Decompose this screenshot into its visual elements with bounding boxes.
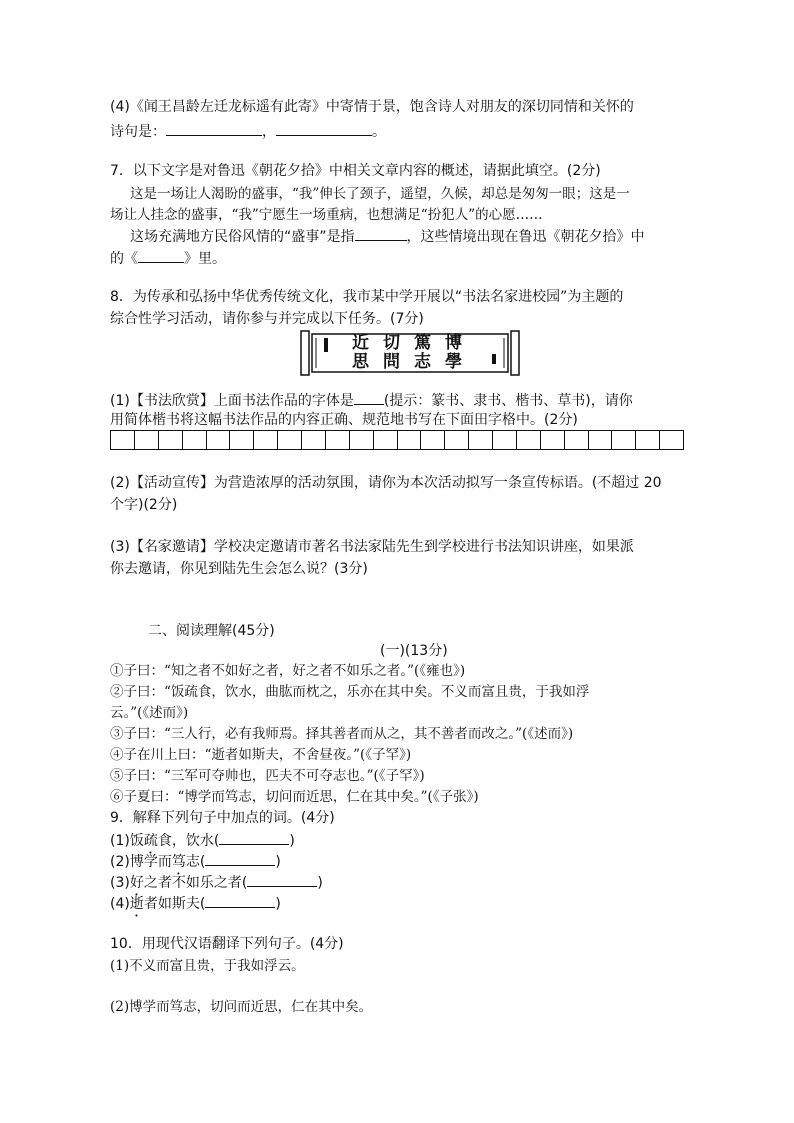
grid-cell[interactable] — [326, 431, 350, 449]
answer-blank-2[interactable] — [276, 121, 372, 136]
grid-cell[interactable] — [135, 431, 159, 449]
calligraphy-row-2: 思問志學 — [352, 352, 476, 372]
q6-4-line2 — [110, 121, 386, 141]
analects-quote-1: ①子曰：“知之者不如好之者，好之者不如乐之者。”(《雍也》) — [110, 663, 466, 679]
grid-cell[interactable] — [159, 431, 183, 449]
q9-item-2-a: (2)博学而 — [110, 854, 172, 870]
grid-cell[interactable] — [612, 431, 636, 449]
subsection-heading: (一)(13分) — [380, 643, 448, 659]
q7-fill-text-b: ，这些情境出现在鲁迅《朝花夕拾》中 — [406, 229, 645, 245]
q6-4-line1: (4)《闻王昌龄左迁龙标遥有此寄》中寄情于景，饱含诗人对朋友的深切同情和关怀的 — [110, 99, 634, 115]
q6-4-sep: ， — [262, 124, 276, 140]
q9-item-4-a: (4) — [110, 896, 130, 912]
grid-cell[interactable] — [445, 431, 469, 449]
grid-cell[interactable] — [660, 431, 683, 449]
q9-item-4-b: 者如斯夫( — [143, 896, 206, 912]
q7-quote-line2: 场让人挂念的盛事，“我”宁愿生一场重病，也想满足“扮犯人”的心愿…… — [110, 207, 543, 223]
grid-cell[interactable] — [589, 431, 613, 449]
q9-item-1-a: (1)饭 — [110, 833, 144, 849]
analects-quote-4: ④子在川上曰：“逝者如斯夫，不舍昼夜。”(《子罕》) — [110, 747, 412, 763]
grid-cell[interactable] — [254, 431, 278, 449]
q9-blank-1[interactable] — [219, 830, 289, 845]
section-heading: 二、阅读理解(45分) — [148, 623, 275, 639]
q8-sub2-line1: (2)【活动宣传】为营造浓厚的活动氛围，请你为本次活动拟写一条宣传标语。(不超过 20 — [110, 475, 662, 491]
grid-cell[interactable] — [469, 431, 493, 449]
analects-quote-5: ⑤子曰：“三军可夺帅也，匹夫不可夺志也。”(《子罕》) — [110, 768, 425, 784]
grid-cell[interactable] — [278, 431, 302, 449]
q7-fill-text-a: 这场充满地方民俗风情的“盛事”是指 — [130, 229, 355, 245]
analects-quote-2: ②子曰：“饭疏食，饮水，曲肱而枕之，乐亦在其中矣。不义而富且贵，于我如浮 — [110, 684, 590, 700]
dotted-word: 逝 — [129, 896, 144, 912]
q10-sentence-2: (2)博学而笃志，切问而近思，仁在其中矣。 — [110, 999, 373, 1015]
q7-blank-1[interactable] — [355, 226, 407, 241]
q7-fill-line1 — [130, 226, 645, 246]
q8-sub2-line2: 个字)(2分) — [110, 497, 178, 513]
grid-cell[interactable] — [541, 431, 565, 449]
q7-blank-2[interactable] — [138, 248, 184, 263]
q7-fill-text-c: 的《 — [110, 251, 138, 267]
grid-cell[interactable] — [111, 431, 135, 449]
calligraphy-row-1: 近切篤博 — [352, 333, 476, 353]
q8-sub3-line1: (3)【名家邀请】学校决定邀请市著名书法家陆先生到学校进行书法知识讲座，如果派 — [110, 539, 634, 555]
q8-sub1-text-a: (1)【书法欣赏】上面书法作品的字体是 — [110, 393, 354, 409]
close-paren: ) — [275, 854, 281, 870]
grid-cell[interactable] — [517, 431, 541, 449]
close-paren: ) — [275, 896, 281, 912]
analects-quote-2-cont: 云。”(《述而》) — [110, 705, 189, 721]
grid-cell[interactable] — [230, 431, 254, 449]
q7-fill-text-d: 》里。 — [184, 251, 226, 267]
grid-cell[interactable] — [565, 431, 589, 449]
q7-quote-line1: 这是一场让人渴盼的盛事，“我”伸长了颈子，遥望，久候，却总是匆匆一眼；这是一 — [130, 186, 630, 202]
q8-sub1-text-b: (提示：篆书、隶书、楷书、草书)，请你 — [383, 393, 633, 409]
q7-stem: 7．以下文字是对鲁迅《朝花夕拾》中相关文章内容的概述，请据此填空。(2分) — [110, 163, 601, 179]
q9-item-4 — [110, 893, 281, 920]
grid-cell[interactable] — [398, 431, 422, 449]
q9-blank-3[interactable] — [247, 872, 317, 887]
q9-stem: 9．解释下列句子中加点的词。(4分) — [110, 810, 335, 826]
q8-sub1-line2: 用简体楷书将这幅书法作品的内容正确、规范地书写在下面田字格中。(2分) — [110, 412, 578, 428]
grid-cell[interactable] — [421, 431, 445, 449]
q8-sub3-line2: 你去邀请，你见到陆先生会怎么说？(3分) — [110, 561, 368, 577]
answer-blank-1[interactable] — [166, 121, 262, 136]
q8-stem-line1: 8．为传承和弘扬中华优秀传统文化，我市某中学开展以“书法名家进校园”为主题的 — [110, 289, 624, 305]
dotted-word: 好 — [129, 875, 144, 891]
grid-cell[interactable] — [374, 431, 398, 449]
q7-fill-line2 — [110, 248, 226, 268]
q10-stem: 10．用现代汉语翻译下列句子。(4分) — [110, 936, 344, 952]
q8-sub1-line1 — [110, 390, 633, 410]
dotted-word: 笃 — [171, 854, 186, 870]
tianzige-grid[interactable] — [110, 430, 684, 450]
q6-4-end: 。 — [372, 124, 386, 140]
q10-sentence-1: (1)不义而富且贵，于我如浮云。 — [110, 958, 305, 974]
analects-quote-3: ③子曰：“三人行，必有我师焉。择其善者而从之，其不善者而改之。”(《述而》) — [110, 726, 574, 742]
q9-blank-2[interactable] — [205, 851, 275, 866]
q9-item-3-a: (3) — [110, 875, 130, 891]
close-paren: ) — [317, 875, 323, 891]
dotted-word: 疏 — [143, 833, 158, 849]
q9-item-3-b: 之者不如乐之者( — [143, 875, 248, 891]
q9-blank-4[interactable] — [205, 893, 275, 908]
grid-cell[interactable] — [302, 431, 326, 449]
calligraphy-scroll — [300, 330, 520, 376]
q9-item-2-b: 志( — [185, 854, 206, 870]
q8-stem-line2: 综合性学习活动，请你参与并完成以下任务。(7分) — [110, 311, 424, 327]
close-paren: ) — [289, 833, 295, 849]
q9-item-1-b: 食，饮水( — [157, 833, 220, 849]
grid-cell[interactable] — [183, 431, 207, 449]
font-style-blank[interactable] — [354, 390, 384, 405]
analects-quote-6: ⑥子夏曰：“博学而笃志，切问而近思，仁在其中矣。”(《子张》) — [110, 789, 479, 805]
grid-cell[interactable] — [207, 431, 231, 449]
grid-cell[interactable] — [350, 431, 374, 449]
q6-4-prefix: 诗句是： — [110, 124, 166, 140]
grid-cell[interactable] — [636, 431, 660, 449]
grid-cell[interactable] — [493, 431, 517, 449]
